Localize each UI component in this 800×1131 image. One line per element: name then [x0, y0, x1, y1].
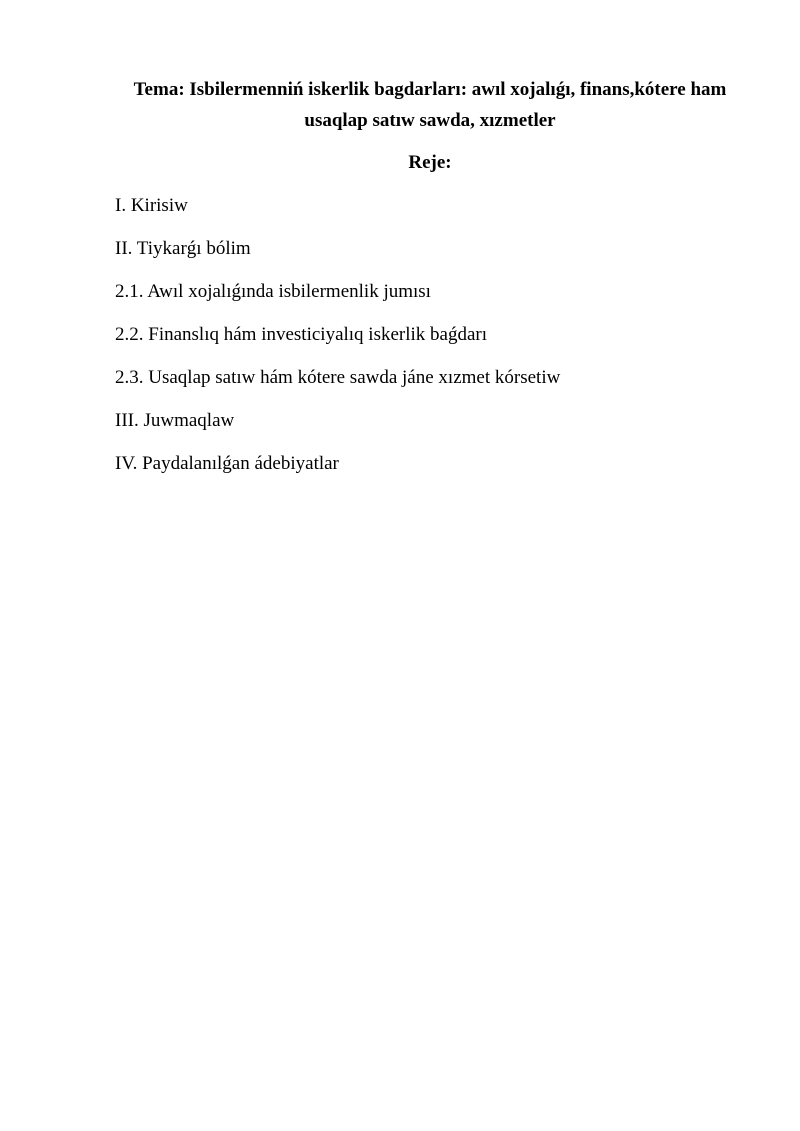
plan-list [115, 193, 560, 494]
document-title-line-2: usaqlap satıw sawda, xızmetler [304, 110, 556, 131]
plan-item-introduction: I. Kirisiw [115, 195, 188, 216]
plan-item-2-3: 2.3. Usaqlap satıw hám kótere sawda jáne xızmet kórsetiw [115, 367, 561, 388]
plan-item-2-1: 2.1. Awıl xojalıǵında isbilermenlik jumısı [115, 281, 431, 302]
plan-item-main-part: II. Tiykarǵı bólim [115, 238, 251, 259]
plan-item-references: IV. Paydalanılǵan ádebiyatlar [115, 453, 339, 474]
document-title-line-1: Tema: Isbilermenniń iskerlik bagdarları: awıl xojalıǵı, finans,kótere ham [133, 79, 727, 100]
document-title [110, 74, 750, 136]
plan-item-conclusion: III. Juwmaqlaw [115, 410, 235, 431]
plan-item-2-2: 2.2. Finanslıq hám investiciyalıq iskerlik baǵdarı [115, 324, 488, 345]
plan-heading: Reje: [408, 152, 452, 173]
